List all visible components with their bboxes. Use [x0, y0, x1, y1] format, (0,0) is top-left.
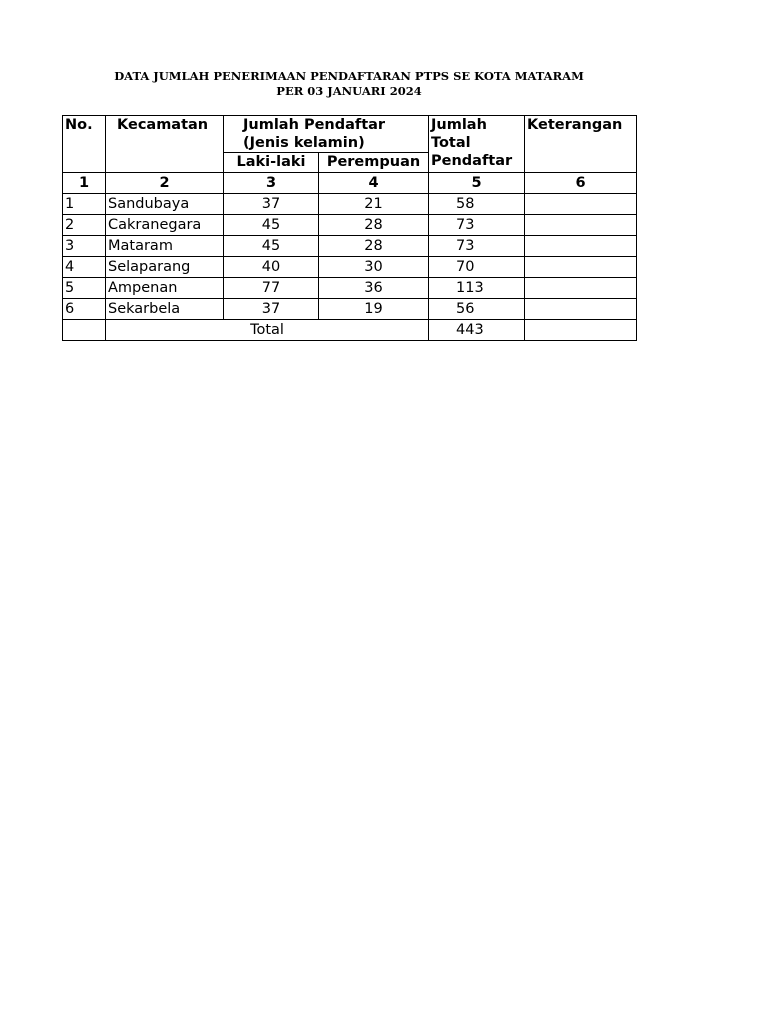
cell-keterangan [525, 194, 637, 215]
table-row [63, 194, 637, 215]
cell-no: 6 [63, 299, 106, 320]
cell-perempuan: 28 [319, 236, 429, 257]
cell-kecamatan: Sandubaya [106, 194, 224, 215]
column-number: 2 [106, 173, 224, 194]
cell-keterangan [525, 215, 637, 236]
title-line-2: PER 03 JANUARI 2024 [276, 84, 422, 98]
cell-perempuan: 21 [319, 194, 429, 215]
cell-laki-laki: 45 [224, 236, 319, 257]
column-number: 6 [525, 173, 637, 194]
cell-laki-laki: 37 [224, 194, 319, 215]
column-number: 4 [319, 173, 429, 194]
column-number: 1 [63, 173, 106, 194]
header-jumlah-pendaftar: Jumlah Pendaftar (Jenis kelamin) [224, 116, 429, 153]
cell-laki-laki: 45 [224, 215, 319, 236]
cell-keterangan [525, 278, 637, 299]
cell-total: 73 [429, 236, 525, 257]
total-keterangan [525, 320, 637, 341]
cell-kecamatan: Ampenan [106, 278, 224, 299]
header-jumlah-total: Jumlah Total Pendaftar [429, 116, 525, 173]
cell-laki-laki: 37 [224, 299, 319, 320]
cell-kecamatan: Selaparang [106, 257, 224, 278]
header-perempuan: Perempuan [319, 153, 429, 173]
total-value: 443 [429, 320, 525, 341]
cell-perempuan: 36 [319, 278, 429, 299]
cell-perempuan: 28 [319, 215, 429, 236]
total-empty-cell [63, 320, 106, 341]
cell-keterangan [525, 257, 637, 278]
column-number: 5 [429, 173, 525, 194]
header-no: No. [63, 116, 106, 173]
cell-laki-laki: 40 [224, 257, 319, 278]
cell-keterangan [525, 299, 637, 320]
total-row [63, 320, 637, 341]
cell-total: 58 [429, 194, 525, 215]
title-line-1: DATA JUMLAH PENERIMAAN PENDAFTARAN PTPS SE KOTA MATARAM [114, 69, 584, 83]
total-label: Total [106, 320, 429, 341]
cell-laki-laki: 77 [224, 278, 319, 299]
column-number: 3 [224, 173, 319, 194]
cell-no: 2 [63, 215, 106, 236]
cell-total: 56 [429, 299, 525, 320]
table-row [63, 215, 637, 236]
cell-kecamatan: Mataram [106, 236, 224, 257]
cell-total: 70 [429, 257, 525, 278]
cell-kecamatan: Cakranegara [106, 215, 224, 236]
cell-no: 1 [63, 194, 106, 215]
document-title [62, 69, 636, 99]
cell-perempuan: 30 [319, 257, 429, 278]
header-laki-laki: Laki-laki [224, 153, 319, 173]
column-number-row [63, 173, 637, 194]
cell-total: 113 [429, 278, 525, 299]
cell-no: 5 [63, 278, 106, 299]
table-row [63, 278, 637, 299]
table-row [63, 236, 637, 257]
cell-kecamatan: Sekarbela [106, 299, 224, 320]
cell-keterangan [525, 236, 637, 257]
table-row [63, 257, 637, 278]
registration-table [62, 115, 637, 341]
cell-no: 3 [63, 236, 106, 257]
table-row [63, 299, 637, 320]
header-kecamatan: Kecamatan [106, 116, 224, 173]
cell-no: 4 [63, 257, 106, 278]
header-row [63, 116, 637, 153]
cell-perempuan: 19 [319, 299, 429, 320]
cell-total: 73 [429, 215, 525, 236]
header-keterangan: Keterangan [525, 116, 637, 173]
